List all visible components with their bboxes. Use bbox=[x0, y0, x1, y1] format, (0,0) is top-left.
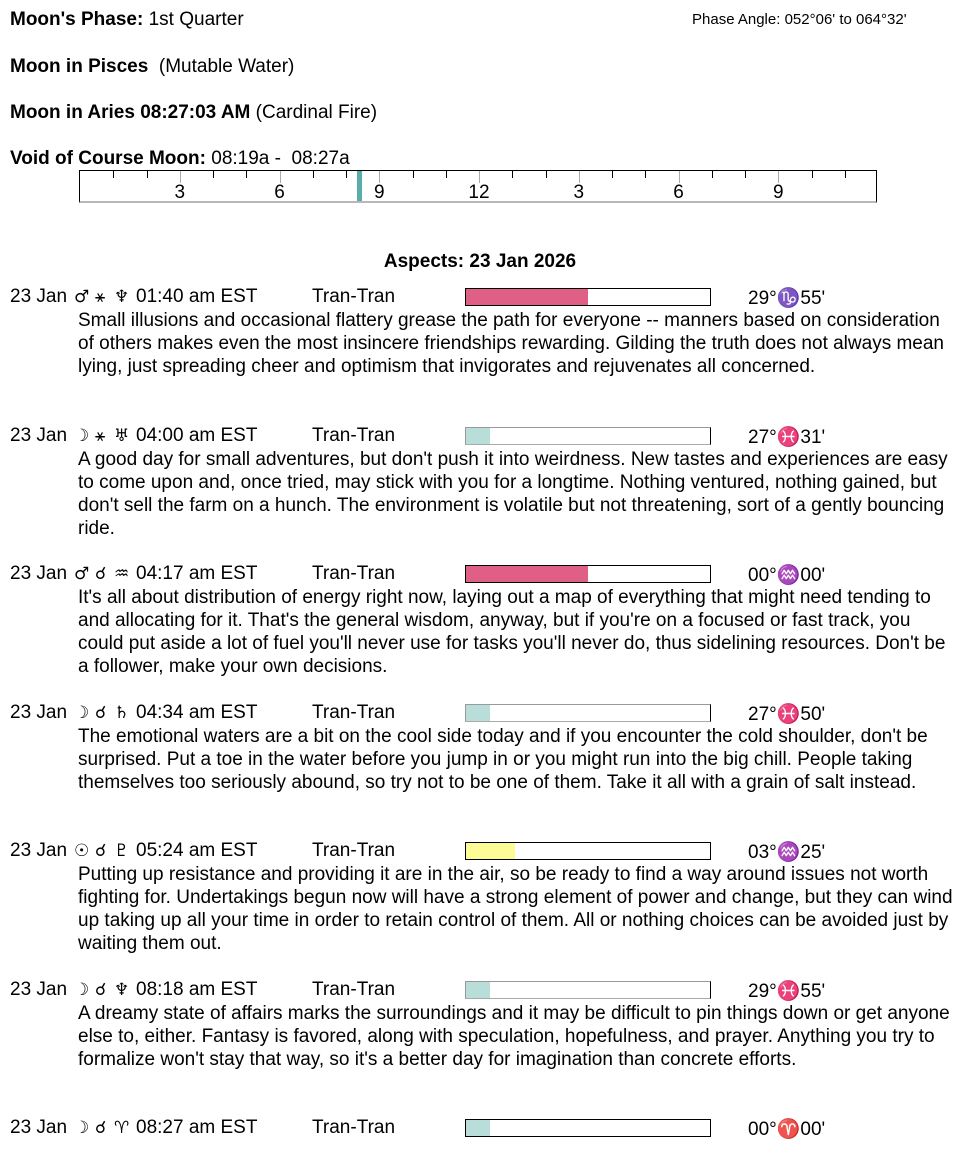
timeline-tick bbox=[147, 171, 148, 178]
aspect-strength-bar bbox=[465, 842, 711, 860]
aspect-type: Tran-Tran bbox=[312, 702, 396, 723]
aspect-type: Tran-Tran bbox=[312, 425, 396, 446]
moon-sign-label: Moon in Pisces bbox=[10, 56, 149, 77]
timeline-tick-label: 6 bbox=[274, 182, 285, 203]
aspect-degree: 29°♑55' bbox=[748, 288, 826, 309]
aspect-date: 23 Jan bbox=[10, 1117, 68, 1138]
timeline-tick bbox=[812, 171, 813, 178]
aspect-time: 04:34 am EST bbox=[136, 702, 258, 723]
planet-glyph-icon: ♆ bbox=[114, 980, 130, 1000]
aspect-glyph-icon: ☌ bbox=[95, 841, 107, 861]
phase-angle bbox=[692, 11, 907, 28]
aspect-date: 23 Jan bbox=[10, 979, 68, 1000]
aspect-strength-fill bbox=[466, 982, 490, 998]
planet-glyph-icon: ☽ bbox=[74, 980, 90, 1000]
moon-phase-value: 1st Quarter bbox=[148, 9, 244, 30]
planet-glyph-icon: ☽ bbox=[74, 1118, 90, 1138]
aspect-strength-fill bbox=[466, 1120, 490, 1136]
aspect-date: 23 Jan bbox=[10, 286, 68, 307]
timeline-tick bbox=[612, 171, 613, 178]
void-of-course-value: 08:19a - 08:27a bbox=[211, 148, 350, 169]
aspect-degree: 03°♒25' bbox=[748, 842, 826, 863]
aspect-type: Tran-Tran bbox=[312, 1117, 396, 1138]
aspect-strength-fill bbox=[466, 289, 588, 305]
planet-glyph-icon: ♆ bbox=[114, 287, 130, 307]
timeline-tick bbox=[645, 171, 646, 178]
timeline-tick bbox=[845, 171, 846, 178]
aspect-time: 04:00 am EST bbox=[136, 425, 258, 446]
aspect-description: Small illusions and occasional flattery grease the path for everyone -- manners based on consideration of others makes even the most insincere friendships rewarding. Gilding the truth does not always mean lying, just spreading cheer and optimism that invigorates and rejuvenates all concerned. bbox=[78, 310, 945, 377]
aspect-glyph-icon: ☌ bbox=[95, 703, 107, 723]
phase-angle-value: 052°06' to 064°32' bbox=[784, 11, 907, 28]
planet-glyph-icon: ♇ bbox=[114, 841, 130, 861]
aspect-degree: 00°♒00' bbox=[748, 565, 826, 586]
aspect-strength-fill bbox=[466, 428, 490, 444]
timeline-tick bbox=[512, 171, 513, 178]
void-of-course bbox=[10, 148, 350, 170]
aspect-date: 23 Jan bbox=[10, 702, 68, 723]
moon-sign-aries bbox=[10, 102, 377, 124]
timeline-tick bbox=[313, 171, 314, 178]
aspect-date: 23 Jan bbox=[10, 840, 68, 861]
aspect-type: Tran-Tran bbox=[312, 840, 396, 861]
aspect-strength-bar bbox=[465, 704, 711, 722]
aspect-degree: 29°♓55' bbox=[748, 981, 826, 1002]
aspect-time: 04:17 am EST bbox=[136, 563, 258, 584]
aspect-strength-bar bbox=[465, 565, 711, 583]
aspect-glyph-icon: ☌ bbox=[95, 980, 107, 1000]
moon-sign-label: Moon in Aries 08:27:03 AM bbox=[10, 102, 251, 123]
timeline-tick-label: 12 bbox=[468, 182, 490, 203]
aspect-glyph-icon: ⚹ bbox=[95, 426, 106, 446]
aspect-description: A good day for small adventures, but don't push it into weirdness. New tastes and experiences are easy to come upon and, once tried, may stick with you for a longtime. Nothing ventured, nothing gained, but don't sell the farm on a hunch. The environment is volatile but not threatening, sort of a gently bouncing ride. bbox=[78, 449, 948, 539]
aspect-strength-bar bbox=[465, 1119, 711, 1137]
timeline-tick bbox=[745, 171, 746, 178]
aspect-time: 08:18 am EST bbox=[136, 979, 258, 1000]
aspect-time: 08:27 am EST bbox=[136, 1117, 258, 1138]
aspect-description: The emotional waters are a bit on the cool side today and if you encounter the cold shoulder, don't be surprised. Put a toe in the water before you jump in or you might run into the big chill. People taking themselves too seriously abound, so try not to be one of them. Take it all with a grain of salt instead. bbox=[78, 726, 928, 793]
aspect-degree: 27°♓31' bbox=[748, 427, 826, 448]
aspect-degree: 27°♓50' bbox=[748, 704, 826, 725]
void-of-course-label: Void of Course Moon: bbox=[10, 148, 206, 169]
timeline-tick bbox=[546, 171, 547, 178]
moon-sign-pisces bbox=[10, 56, 294, 78]
aspect-strength-fill bbox=[466, 705, 490, 721]
aspect-description: It's all about distribution of energy right now, laying out a map of everything that might need tending to and allocating for it. That's the general wisdom, anyway, but if you're on a focused or fast track, you could put aside a lot of fuel you'll never use for tasks you'll never do, thus sidelining resources. Don't be a follower, make your own decisions. bbox=[78, 587, 946, 677]
aspect-glyph-icon: ☌ bbox=[95, 564, 107, 584]
timeline-tick bbox=[712, 171, 713, 178]
aspects-title: Aspects: 23 Jan 2026 bbox=[383, 251, 577, 272]
timeline-tick bbox=[113, 171, 114, 178]
timeline-tick bbox=[346, 171, 347, 178]
void-of-course-timeline bbox=[79, 170, 877, 203]
aspect-glyph-icon: ☌ bbox=[95, 1118, 107, 1138]
timeline-tick bbox=[446, 171, 447, 178]
aspect-strength-fill bbox=[466, 843, 515, 859]
aspect-glyph-icon: ⚹ bbox=[95, 287, 106, 307]
aspect-date: 23 Jan bbox=[10, 563, 68, 584]
planet-glyph-icon: ♂ bbox=[74, 564, 90, 584]
aspect-type: Tran-Tran bbox=[312, 979, 396, 1000]
timeline-tick bbox=[213, 171, 214, 178]
moon-phase bbox=[10, 9, 244, 31]
timeline-tick-label: 3 bbox=[573, 182, 585, 203]
void-of-course-marker bbox=[357, 171, 362, 201]
moon-phase-label: Moon's Phase: bbox=[10, 9, 144, 30]
timeline-tick-label: 9 bbox=[373, 182, 385, 203]
aspect-degree: 00°♈00' bbox=[748, 1119, 826, 1140]
planet-glyph-icon: ♄ bbox=[114, 703, 130, 723]
aspect-description: A dreamy state of affairs marks the surroundings and it may be difficult to pin things down or get anyone else to, either. Fantasy is favored, along with speculation, hopefulness, and prayer. Anything you try to formalize won't stay that way, so it's a better day for imagination than concrete efforts. bbox=[78, 1003, 950, 1070]
planet-glyph-icon: ☽ bbox=[74, 703, 90, 723]
moon-sign-detail: (Mutable Water) bbox=[158, 56, 295, 77]
timeline-tick-label: 3 bbox=[174, 182, 186, 203]
aspect-type: Tran-Tran bbox=[312, 563, 396, 584]
aspect-type: Tran-Tran bbox=[312, 286, 396, 307]
phase-angle-label: Phase Angle: bbox=[692, 11, 781, 28]
timeline-tick bbox=[246, 171, 247, 178]
aspect-strength-bar bbox=[465, 981, 711, 999]
aspect-strength-bar bbox=[465, 427, 711, 445]
aspect-time: 05:24 am EST bbox=[136, 840, 258, 861]
aspect-description: Putting up resistance and providing it are in the air, so be ready to find a way around issues not worth fighting for. Undertakings begun now will have a strong element of power and change, but they can wind up taking up all your time in order to retain control of them. All or nothing choices can be avoided just by waiting them out. bbox=[78, 864, 953, 954]
planet-glyph-icon: ♈ bbox=[114, 1118, 130, 1138]
timeline-tick bbox=[413, 171, 414, 178]
planet-glyph-icon: ♅ bbox=[114, 426, 130, 446]
aspect-time: 01:40 am EST bbox=[136, 286, 258, 307]
planet-glyph-icon: ♂ bbox=[74, 287, 90, 307]
planet-glyph-icon: ☽ bbox=[74, 426, 90, 446]
aspect-strength-bar bbox=[465, 288, 711, 306]
aspect-strength-fill bbox=[466, 566, 588, 582]
moon-sign-detail: (Cardinal Fire) bbox=[255, 102, 378, 123]
aspect-date: 23 Jan bbox=[10, 425, 68, 446]
timeline-tick-label: 9 bbox=[772, 182, 784, 203]
planet-glyph-icon: ☉ bbox=[74, 841, 90, 861]
timeline-tick-label: 6 bbox=[673, 182, 684, 203]
planet-glyph-icon: ♒ bbox=[114, 564, 130, 584]
